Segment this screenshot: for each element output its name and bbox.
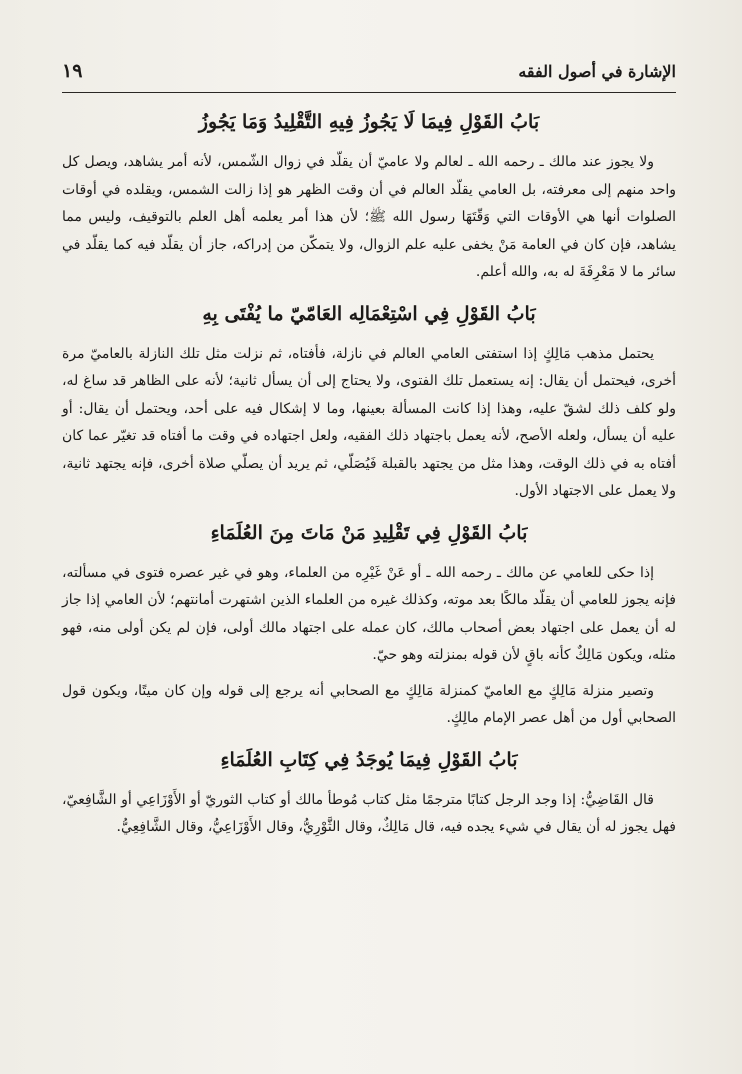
running-title: الإشارة في أصول الفقه bbox=[518, 62, 676, 81]
section-scholars-books bbox=[62, 743, 676, 842]
paragraph: إذا حكى للعامي عن مالك ـ رحمه الله ـ أو عَنْ غَيْرِه من العلماء، وهو في غير عصره فتوى في مسألته، فإنه يجوز للعامي أن يقلّد مالكًا بعد موته، وكذلك غيره من العلماء الذين اشتهرت أمانتهم؛ لأن العامي إذا جاز له أن يعمل على اجتهاد بعض أصحاب مالك، كان عمله على اجتهاد مالك أولى، فإن لم يكن أولى منه، فهو مثله، ويكون مَالِكٌ كأنه باقٍ لأن قوله بمنزلته وهو حيّ. bbox=[62, 564, 676, 663]
page-number: ١٩ bbox=[62, 60, 83, 82]
paragraph: قال القَاضِيُّ: إذا وجد الرجل كتابًا مترجمًا مثل كتاب مُوطأ مالك أو كتاب الثوريّ أو الأَوْزَاعِي أو الشَّافِعيّ، فهل يجوز له أن يقال في شيء يجده فيه، قال مَالِكٌ، وقال الثَّوْرِيُّ، وقال الأَوْزَاعِيُّ، وقال الشَّافِعِيُّ. bbox=[62, 791, 676, 835]
header-rule bbox=[62, 92, 676, 93]
section-taqlid-permissibility bbox=[62, 105, 676, 287]
paragraph: وتصير منزلة مَالِكٍ مع العاميّ كمنزلة مَالِكٍ مع الصحابي أنه يرجع إلى قوله وإن كان ميتًا، ويكون قول الصحابي أول من أهل عصر الإمام مالِكٍ. bbox=[62, 682, 676, 726]
section-layman-using-fatwa bbox=[62, 297, 676, 506]
section-heading: بَابُ القَوْلِ فِي تَقْلِيدِ مَنْ مَاتَ مِنَ العُلَمَاءِ bbox=[210, 521, 528, 544]
paragraph: يحتمل مذهب مَالِكٍ إذا استفتى العامي العالم في نازلة، فأفتاه، ثم نزلت مثل تلك النازلة بالعاميّ مرة أخرى، فيحتمل أن يقال: إنه يستعمل تلك الفتوى، ولا يحتاج إلى أن يسأل ثانية؛ لأنه على الظاهر قد ساغ له، ولو كلف ذلك لشقّ عليه، وهذا إذا كانت المسألة بعينها، وما لا إشكال فيه على أحد، ويحتمل أن يقال: أو عليه أن يسأل، ولعله الأصح، لأنه يعمل باجتهاد ذلك الفقيه، ولعل اجتهاده في وقت ما أفتاه قد تغيّر عما كان أفتاه به في ذلك الوقت، وهذا مثل من يجتهد بالقبلة فَيُصَلّي، ثم يريد أن يصلّي صلاة أخرى، فإنه يجتهد ثانية، ولا يعمل على الاجتهاد الأول. bbox=[62, 345, 676, 499]
section-heading: بَابُ القَوْلِ فِيمَا لَا يَجُوزُ فِيهِ التَّقْلِيدُ وَمَا يَجُوزُ bbox=[198, 111, 540, 133]
section-following-deceased-scholars bbox=[62, 516, 676, 733]
section-heading: بَابُ القَوْلِ فِيمَا يُوجَدُ فِي كِتَابِ العُلَمَاءِ bbox=[220, 748, 518, 771]
paragraph: ولا يجوز عند مالك ـ رحمه الله ـ لعالم ولا عاميّ أن يقلّد في زوال الشّمس، لأنه أمر يشاهد، ويصل كل واحد منهم إلى معرفته، بل العامي يقلّد العالم في أن وقت الظهر هو إذا زالت الشمس، ويقلده في أوقات الصلوات أنها هي الأوقات التي وَقّتَهَا رسول الله ﷺ؛ لأن هذا أمر يعلمه أهل العلم بالتوقيف، وليس مما يشاهد، فإن كان في العامة مَنْ يخفى عليه علم الزوال، ولا يتمكّن من إدراكه، جاز أن يقلّد فيه كما يقلّد في سائر ما لا مَعْرِفَةَ له به، والله أعلم. bbox=[62, 154, 676, 280]
page-header bbox=[62, 58, 676, 88]
section-heading: بَابُ القَوْلِ فِي اسْتِعْمَالِه العَامّيّ ما يُفْتَى بِهِ bbox=[202, 302, 536, 325]
page-body bbox=[62, 105, 676, 852]
